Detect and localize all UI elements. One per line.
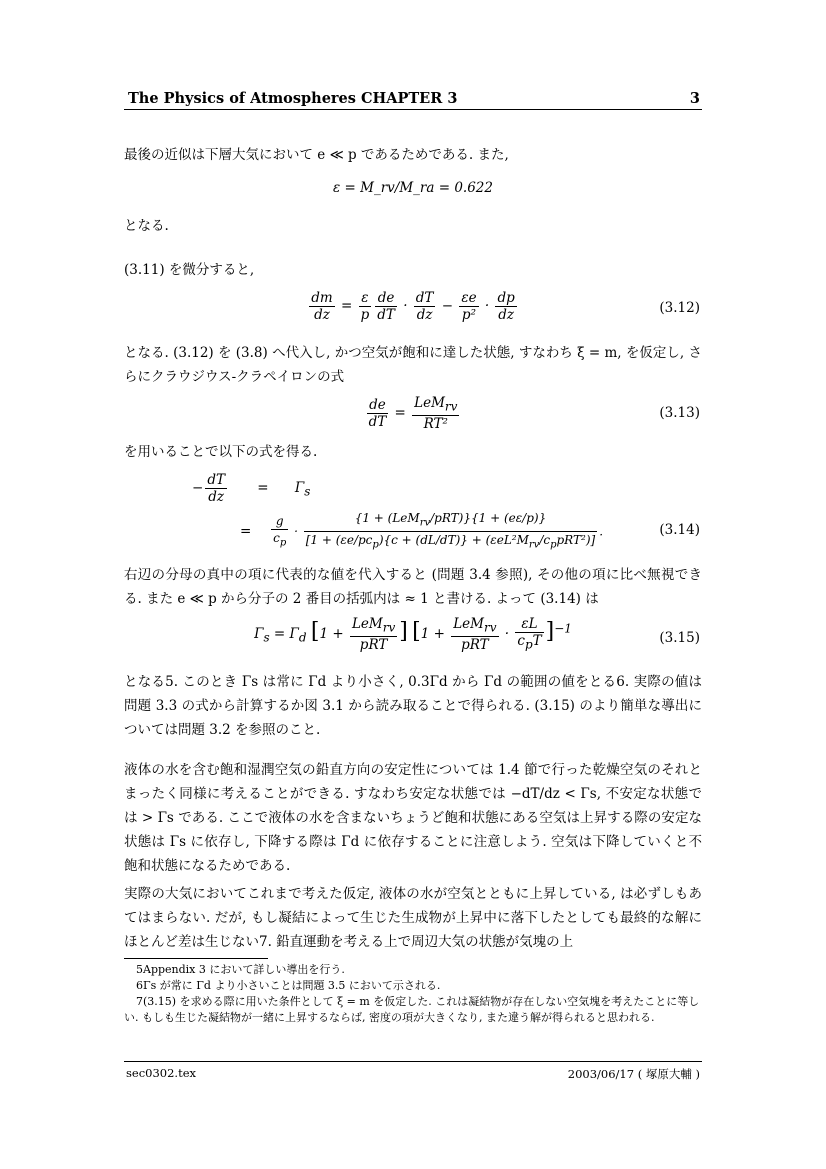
footnote-6: 6Γs が常に Γd より小さいことは問題 3.5 において示される. <box>136 979 441 992</box>
equation-3-12-number: (3.12) <box>659 300 700 316</box>
paragraph-4: となる. (3.12) を (3.8) へ代入し, かつ空気が飽和に達した状態, すなわち ξ = m, を仮定し, さらにクラウジウス-クラペイロンの式 <box>124 345 702 385</box>
paragraph-7: となる5. このとき Γs は常に Γd より小さく, 0.3Γd から Γd の範囲の値をとる6. 実際の値は問題 3.3 の式から計算するか図 3.1 から読み取ることで得られる. (3.15) のより簡単な導出については問題 3.2 を参照のこと. <box>124 674 702 738</box>
equation-epsilon-text: ε = M_rv/M_ra = 0.622 <box>333 180 493 196</box>
equation-3-14 <box>124 472 702 552</box>
footnote-rule <box>124 958 268 959</box>
equation-3-14-number: (3.14) <box>659 522 700 538</box>
equation-3-15-body: $\Gamma_s = \Gamma_d$ [1 + $\frac{LeM_{rv}}{\text{pRT}}$ ] [1 + $\frac{LeM_{rv}}{\text{pRT}}$ · $\frac{\varepsilon L}{c_pT}$ ]$^{-1}$ <box>254 616 572 653</box>
equation-3-13-body: $\frac{de}{dT}$ = $\frac{LeM_{rv}}{\text{RT²}}$ <box>368 395 458 432</box>
footer-date-author: 2003/06/17 ( 塚原大輔 ) <box>567 1067 700 1081</box>
paragraph-1: 最後の近似は下層大気において e ≪ p であるためである. また, <box>124 147 509 163</box>
equation-3-12 <box>124 290 702 330</box>
document-page <box>124 0 702 1169</box>
equation-3-13 <box>124 395 702 435</box>
page-number: 3 <box>689 90 700 107</box>
equation-3-12-body: $\frac{dm}{dz}$ = $\frac{\varepsilon}{p}$ $\frac{de}{dT}$ · $\frac{dT}{dz}$ − $\frac{\varepsilon e}{\text{p²}}$ · $\frac{dp}{dz}$ <box>311 290 515 323</box>
equation-3-14-line1: − $\frac{dT}{dz}$ = $\Gamma_s$ <box>192 472 311 505</box>
paragraph-8: 液体の水を含む飽和湿潤空気の鉛直方向の安定性については 1.4 節で行った乾燥空気のそれとまったく同様に考えることができる. すなわち安定な状態では −dT/dz < Γs, 不安定な状態では > Γs である. ここで液体の水を含まないちょうど飽和状態にある空気は上昇する際の安定な状態は Γs に依存し, 下降する際は Γd に依存することに注意しよう. 空気は下降していくと不飽和状態になるためである. <box>124 762 702 874</box>
footnote-7: 7(3.15) を求める際に用いた条件として ξ = m を仮定した. これは凝結物が存在しない空気塊を考えたことに等しい. もしも生じた凝結物が一緒に上昇するならば, 密度の項が大きくなり, また違う解が得られると思われる. <box>124 995 700 1024</box>
running-title: The Physics of Atmospheres CHAPTER 3 <box>128 90 458 107</box>
footer-rule <box>124 1061 702 1062</box>
equation-3-15-number: (3.15) <box>659 630 700 646</box>
equation-epsilon <box>124 180 702 202</box>
page-header <box>124 88 702 110</box>
equation-3-14-line2: = $\frac{g}{c_p}$ · $\frac{\{1 + (LeM_{rv}/pRT)\}\{1 + (e\varepsilon/p)\}}{[1 + (\varepsilon e/pc_p)\{c + (dL/dT)\} + (\varepsilon eL^2M_{rv}/c_ppRT^2)]}$ . <box>240 511 604 551</box>
paragraph-9: 実際の大気においてこれまで考えた仮定, 液体の水が空気とともに上昇している, は必ずしもあてはまらない. だが, もし凝結によって生じた生成物が上昇中に落下したとしても最終的な解にほとんど差は生じない7. 鉛直運動を考える上で周辺大気の状態が気塊の上 <box>124 886 702 950</box>
header-rule <box>124 109 702 110</box>
footer-filename: sec0302.tex <box>126 1066 196 1080</box>
paragraph-6: 右辺の分母の真中の項に代表的な値を代入すると (問題 3.4 参照), その他の項に比べ無視できる. また e ≪ p から分子の 2 番目の括弧内は ≈ 1 と書ける. よって (3.14) は <box>124 567 702 607</box>
paragraph-5: を用いることで以下の式を得る. <box>124 444 318 460</box>
paragraph-3: (3.11) を微分すると, <box>124 262 255 278</box>
footnote-5: 5Appendix 3 において詳しい導出を行う. <box>136 963 345 976</box>
paragraph-2: となる. <box>124 218 169 234</box>
equation-3-15 <box>124 616 702 664</box>
equation-3-13-number: (3.13) <box>659 405 700 421</box>
